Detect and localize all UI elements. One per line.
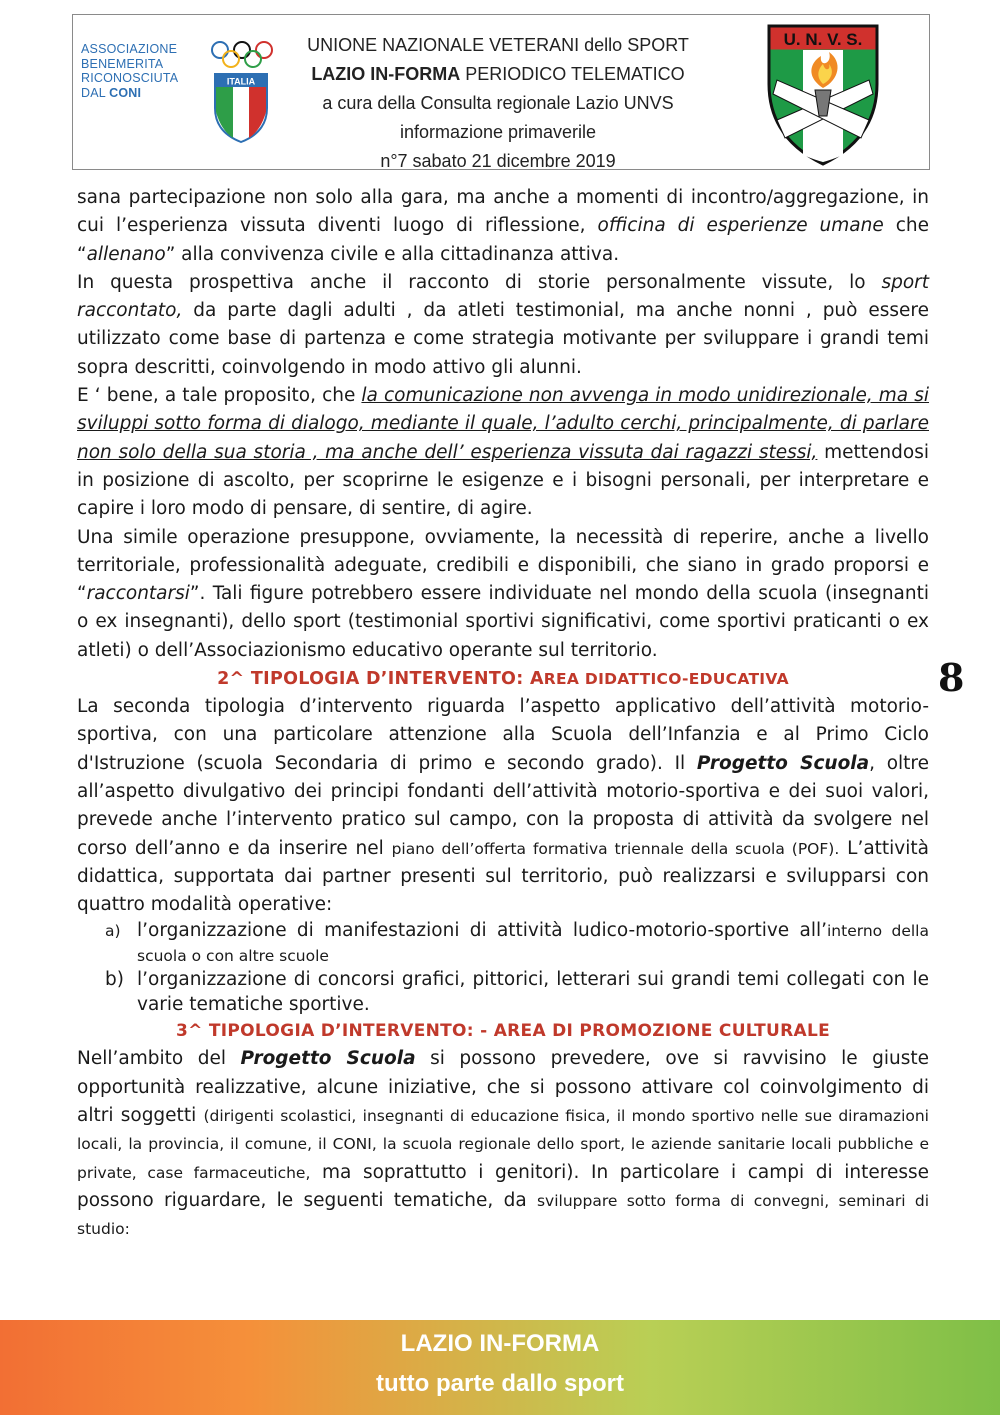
italic-text: allenano <box>86 243 166 265</box>
footer-title: LAZIO IN-FORMA <box>400 1330 600 1357</box>
section-heading-2 <box>77 665 929 693</box>
unvs-label: U. N. V. S. <box>783 30 863 49</box>
coni-line-part: DAL <box>81 85 110 100</box>
coni-line: RICONOSCIUTA <box>81 71 179 85</box>
masthead-line: a cura della Consulta regionale Lazio UNVS <box>322 93 674 113</box>
text: E ‘ bene, a tale proposito, che <box>77 385 362 407</box>
italic-text: sport raccontato, <box>77 271 929 322</box>
text: In questa prospettiva anche il racconto di storie personalmente vissute, lo <box>77 271 882 293</box>
paragraph <box>77 184 929 269</box>
text: l’organizzazione di concorsi grafici, pittorici, letterari sui grandi temi collegati con le varie tematiche sportive. <box>137 969 929 1015</box>
masthead-line-bold: LAZIO IN-FORMA <box>311 64 461 84</box>
list-marker: b) <box>105 969 124 991</box>
masthead-line: UNIONE NAZIONALE VETERANI dello SPORT <box>307 35 689 55</box>
bold-italic-text: Progetto Scuola <box>696 752 870 774</box>
masthead-line-part: PERIODICO TELEMATICO <box>460 64 685 84</box>
italia-shield-icon <box>213 72 269 144</box>
list-marker: a) <box>105 922 121 941</box>
text: mettendosi in posizione di ascolto, per scoprirne le esigenze e i bisogni personali, per interpretare e capire i loro modo di pensare, di sentire, di agire. <box>77 441 929 520</box>
coni-line: BENEMERITA <box>81 56 164 71</box>
paragraph <box>77 693 929 919</box>
masthead-line: informazione primaverile <box>399 122 597 142</box>
heading-part: REA DIDATTICO-EDUCATIVA <box>543 670 789 689</box>
masthead <box>72 14 930 170</box>
text: , oltre all’aspetto divulgativo dei principi fondanti dell’attività motorio-sportiva e dei suoi valori, prevede anche l’intervento pratico sul campo, con la proposta di attività da svolgere nel corso dell’anno e da inserire nel <box>77 752 930 859</box>
text: ” alla convivenza civile e alla cittadinanza attiva. <box>165 243 620 265</box>
article-body <box>77 184 929 1244</box>
text: La seconda tipologia d’intervento riguarda l’aspetto applicativo dell’attività motorio-sportiva, con una particolare attenzione alla Scuola dell’Infanzia e al Primo Ciclo d'Istruzione (scuola Secondaria di primo e secondo grado). Il <box>77 696 929 774</box>
masthead-text <box>273 31 723 176</box>
coni-logo <box>81 40 271 150</box>
text: Una simile operazione presuppone, ovviamente, la necessità di reperire, anche a livello territoriale, professionalità adeguate, credibili e disponibili, che siano in grado proporsi e “ <box>77 526 929 605</box>
paragraph <box>77 382 929 523</box>
footer-tagline: tutto parte dallo sport <box>376 1370 624 1397</box>
text: si possono prevedere, ove si ravvisino le giuste opportunità realizzative, alcune iniziative, che si possono attivare col coinvolgimento di altri soggetti <box>77 1048 929 1127</box>
italic-text: raccontarsi <box>86 583 190 605</box>
paragraph <box>77 1045 929 1243</box>
text: l’organizzazione di manifestazioni di attività ludico-motorio-sportive all’ <box>137 920 827 942</box>
small-text: (dirigenti scolastici, insegnanti di educazione fisica, il mondo sportivo nelle sue diramazioni locali, la provincia, il comune, il CONI, la scuola regionale dello sport, le aziende sanitarie locali pubbliche e private, case farmaceutiche, <box>77 1107 929 1182</box>
coni-line <box>81 86 178 101</box>
text: sana partecipazione non solo alla gara, ma anche a momenti di incontro/aggregazione, in cui l’esperienza vissuta diventi luogo di riflessione, <box>77 187 929 237</box>
text: Nell’ambito del <box>77 1048 241 1070</box>
paragraph <box>77 524 929 665</box>
italia-label: ITALIA <box>226 76 256 87</box>
masthead-line <box>273 60 723 89</box>
text: da parte dagli adulti , da atleti testimonial, ma anche nonni , può essere utilizzato come base di partenza e come strategia motivante per sviluppare i grandi temi sopra descritti, coinvolgendo in modo attivo gli alunni. <box>77 300 929 378</box>
text: che “ <box>77 215 929 265</box>
text: ”. Tali figure potrebbero essere individuate nel mondo della scuola (insegnanti o ex insegnanti), dello sport (testimonial sportivi significativi, come sportivi praticanti o ex atleti) o dell’Associazionismo educativo operante sul territorio. <box>77 583 929 661</box>
footer-banner <box>0 1320 1000 1415</box>
olympic-rings-icon <box>209 40 275 70</box>
coni-line: ASSOCIAZIONE <box>81 42 178 56</box>
unvs-logo-icon <box>763 20 883 168</box>
operative-modes-list <box>77 919 929 1017</box>
list-item <box>77 919 929 968</box>
list-item <box>77 968 929 1017</box>
issue-date: n°7 sabato 21 dicembre 2019 <box>380 151 616 171</box>
paragraph <box>77 269 929 382</box>
bold-italic-text: Progetto Scuola <box>240 1048 416 1070</box>
underlined-italic-text: la comunicazione non avvenga in modo unidirezionale, ma si sviluppi sotto forma di dialogo, mediante il quale, l’adulto cerchi, principalmente, di parlare non solo della sua storia , ma anche dell’ esperienza vissuta dai ragazzi stessi, <box>77 385 929 463</box>
page-number: 8 <box>938 655 965 700</box>
coni-line-bold: CONI <box>109 85 142 100</box>
small-text: interno della scuola o con altre scuole <box>137 922 929 965</box>
italic-text: officina di esperienze umane <box>597 215 884 237</box>
coni-logo-text <box>81 42 178 100</box>
text: ma soprattutto i genitori). In particolare i campi di interesse possono riguardare, le seguenti tematiche, da <box>77 1161 929 1211</box>
heading-part: A <box>529 669 544 690</box>
small-text: sviluppare sotto forma di convegni, seminari di studio: <box>77 1191 929 1239</box>
section-heading-3: 3^ TIPOLOGIA D’INTERVENTO: - AREA DI PROMOZIONE CULTURALE <box>175 1021 831 1042</box>
text: L’attività didattica, supportata dai partner presenti sul territorio, può realizzarsi e svilupparsi con quattro modalità operative: <box>77 837 929 916</box>
small-text: piano dell’offerta formativa triennale della scuola (POF). <box>391 839 840 858</box>
heading-part: 2^ TIPOLOGIA D’INTERVENTO: <box>217 669 530 690</box>
